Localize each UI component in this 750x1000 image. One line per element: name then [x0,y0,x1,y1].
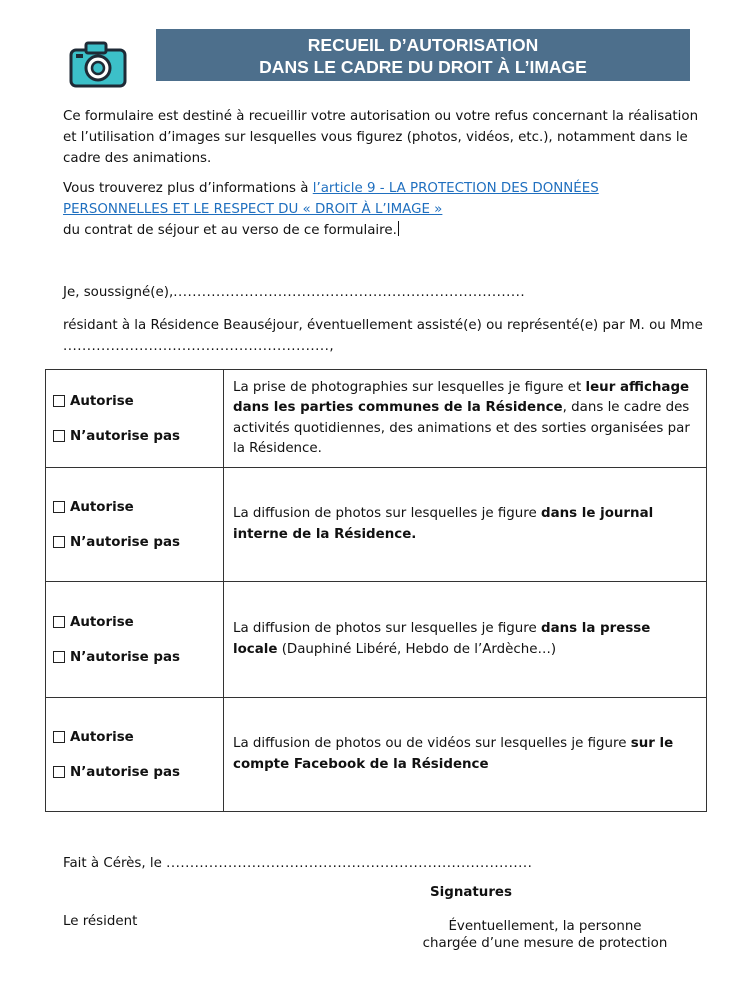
form-title-line1: RECUEIL D’AUTORISATION [307,35,539,55]
deny-option[interactable] [53,765,223,780]
table-row [46,698,707,812]
deny-option[interactable] [53,535,223,550]
info-suffix: du contrat de séjour et au verso de ce formulaire. [63,223,397,238]
choice-cell [46,370,224,468]
table-row [46,582,707,698]
description-cell [224,370,707,468]
description-bold: leur affichage dans les parties communes de la Résidence [233,379,690,415]
camera-icon [68,40,128,88]
info-paragraph [63,178,703,241]
authorize-option[interactable] [53,394,223,409]
description-text-after: (Dauphiné Libéré, Hebdo de l’Ardèche…) [277,641,557,657]
deny-option[interactable] [53,650,223,665]
description-text: La diffusion de photos sur lesquelles je figure [233,506,541,521]
residence-text: résidant à la Résidence Beauséjour, éventuellement assisté(e) ou représenté(e) par M. ou Mme [63,318,703,333]
deny-checkbox[interactable] [53,536,65,548]
choice-cell [46,582,224,698]
signatory-name-field[interactable]: .......................................................................... [173,285,526,300]
deny-checkbox[interactable] [53,430,65,442]
deny-label: N’autorise pas [70,534,180,550]
authorize-label: Autorise [70,499,134,515]
authorize-label: Autorise [70,614,134,630]
deny-option[interactable] [53,429,223,444]
deny-checkbox[interactable] [53,766,65,778]
text-cursor [398,221,399,236]
description-bold: dans la presse locale [233,621,651,657]
authorize-checkbox[interactable] [53,616,65,628]
description-text-after: , dans le cadre des activités quotidiennes, des animations et des sorties organisées par la Résidence. [233,400,690,456]
form-title-line2: DANS LE CADRE DU DROIT À L’IMAGE [259,57,587,77]
place-date-label: Fait à Cérès, le [63,856,162,871]
signatures-heading: Signatures [430,885,512,900]
description-cell [224,698,707,812]
form-title-banner [156,29,690,81]
description-text: La prise de photographies sur lesquelles je figure et [233,379,586,395]
representative-name-field[interactable]: ........................................................, [63,339,335,354]
authorization-table [45,369,707,812]
description-cell [224,468,707,582]
protection-signature-label [380,918,710,952]
residence-line [63,315,703,357]
authorize-checkbox[interactable] [53,731,65,743]
choice-cell [46,468,224,582]
protection-line1: Éventuellement, la personne [448,919,642,934]
authorize-option[interactable] [53,730,223,745]
authorize-label: Autorise [70,393,134,409]
description-bold: sur le compte Facebook de la Résidence [233,736,674,772]
deny-label: N’autorise pas [70,764,180,780]
choice-cell [46,698,224,812]
authorize-label: Autorise [70,729,134,745]
deny-label: N’autorise pas [70,428,180,444]
table-row [46,468,707,582]
place-date-line [63,856,532,871]
article-9-link[interactable]: l’article 9 - LA PROTECTION DES DONNÉES PERSONNELLES ET LE RESPECT DU « DROIT À L’IMAGE » [63,181,599,217]
info-prefix: Vous trouverez plus d’informations à [63,181,313,196]
deny-checkbox[interactable] [53,651,65,663]
intro-paragraph: Ce formulaire est destiné à recueillir votre autorisation ou votre refus concernant la réalisation et l’utilisation d’images sur lesquelles vous figurez (photos, vidéos, etc.), notamment dans le cadre des animations. [63,109,699,166]
description-cell [224,582,707,698]
authorize-option[interactable] [53,615,223,630]
description-bold: dans le journal interne de la Résidence. [233,506,654,542]
signatory-line [63,285,525,300]
deny-label: N’autorise pas [70,649,180,665]
table-row [46,370,707,468]
description-text: La diffusion de photos sur lesquelles je figure [233,621,541,636]
signatory-label: Je, soussigné(e), [63,285,174,300]
date-field[interactable]: ............................................................................. [166,856,533,871]
description-text: La diffusion de photos ou de vidéos sur lesquelles je figure [233,736,631,751]
authorize-checkbox[interactable] [53,501,65,513]
resident-signature-label: Le résident [63,914,138,929]
protection-line2: chargée d’une mesure de protection [422,936,668,951]
authorize-checkbox[interactable] [53,395,65,407]
authorize-option[interactable] [53,500,223,515]
